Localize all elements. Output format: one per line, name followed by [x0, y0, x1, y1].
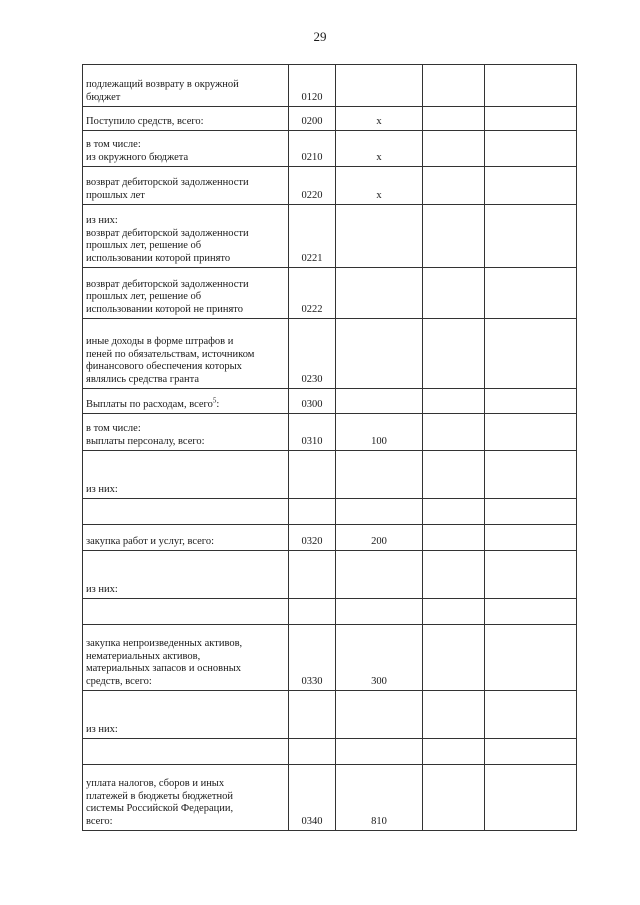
row-code-cell	[289, 739, 336, 765]
row-label-line: платежей в бюджеты бюджетной	[86, 790, 233, 802]
row-empty-cell	[485, 268, 577, 319]
row-label-line: уплата налогов, сборов и иных	[86, 778, 225, 789]
row-classifier-cell	[336, 551, 423, 599]
row-label-cell	[83, 65, 289, 107]
row-empty-cell	[423, 551, 485, 599]
row-label-line: иные доходы в форме штрафов и	[86, 336, 234, 347]
row-classifier-cell	[336, 739, 423, 765]
table-row	[83, 691, 577, 739]
row-empty-cell	[485, 525, 577, 551]
row-label-line: пеней по обязательствам, источником	[86, 348, 255, 360]
row-label-line: нематериальных активов,	[86, 650, 201, 662]
table-row	[83, 268, 577, 319]
row-empty-cell	[423, 65, 485, 107]
row-empty-cell	[485, 691, 577, 739]
row-label-line-wrap	[86, 396, 285, 412]
row-label-line: из них:	[86, 583, 118, 595]
row-label-line: закупка работ и услуг, всего:	[86, 535, 215, 547]
row-empty-cell	[423, 107, 485, 131]
row-code-cell	[289, 599, 336, 625]
row-label-line: из них:	[86, 215, 118, 226]
row-label-cell	[83, 268, 289, 319]
row-label-line: возврат дебиторской задолженности	[86, 227, 249, 239]
row-label-line: системы Российской Федерации,	[86, 803, 234, 814]
row-empty-cell	[485, 451, 577, 499]
row-classifier-cell	[336, 389, 423, 414]
row-code-cell	[289, 499, 336, 525]
row-label-cell	[83, 167, 289, 205]
row-empty-cell	[485, 551, 577, 599]
row-empty-cell	[423, 205, 485, 268]
row-empty-cell	[485, 765, 577, 831]
row-classifier-cell	[336, 205, 423, 268]
report-table	[82, 64, 577, 831]
row-classifier-cell: 200	[336, 525, 423, 551]
row-label-cell	[83, 765, 289, 831]
table-body	[83, 65, 577, 831]
table-row	[83, 131, 577, 167]
row-code-cell: 0310	[289, 414, 336, 451]
row-empty-cell	[423, 499, 485, 525]
row-code-cell: 0320	[289, 525, 336, 551]
row-empty-cell	[423, 451, 485, 499]
row-code-cell: 0221	[289, 205, 336, 268]
row-empty-cell	[485, 499, 577, 525]
row-label-line: из них:	[86, 723, 118, 735]
row-empty-cell	[423, 525, 485, 551]
row-label-cell	[83, 319, 289, 389]
row-classifier-cell: x	[336, 167, 423, 205]
row-code-cell	[289, 691, 336, 739]
row-label-line: Поступило средств, всего:	[86, 115, 204, 127]
row-empty-cell	[485, 414, 577, 451]
row-label-line: Выплаты по расходам, всего	[86, 398, 213, 410]
row-label-cell	[83, 625, 289, 691]
footnote-marker: 5	[212, 396, 217, 404]
row-label-line: являлись средства гранта	[86, 373, 199, 385]
row-empty-cell	[485, 65, 577, 107]
table-row	[83, 319, 577, 389]
table-row	[83, 599, 577, 625]
row-empty-cell	[423, 268, 485, 319]
row-classifier-cell	[336, 499, 423, 525]
row-label-line: прошлых лет	[86, 189, 145, 201]
row-code-cell: 0230	[289, 319, 336, 389]
row-classifier-cell: 300	[336, 625, 423, 691]
row-label-line: из них:	[86, 483, 118, 495]
row-label-line: закупка непроизведенных активов,	[86, 638, 243, 649]
table-row	[83, 65, 577, 107]
row-empty-cell	[485, 107, 577, 131]
row-label-suffix: :	[216, 398, 220, 410]
row-label-line: использовании которой принято	[86, 252, 231, 264]
row-code-cell: 0210	[289, 131, 336, 167]
row-empty-cell	[423, 319, 485, 389]
table-row	[83, 551, 577, 599]
row-label-line: подлежащий возврату в окружной	[86, 79, 239, 90]
row-empty-cell	[485, 167, 577, 205]
row-classifier-cell	[336, 691, 423, 739]
row-label-line: средств, всего:	[86, 675, 152, 687]
row-empty-cell	[485, 205, 577, 268]
table-row	[83, 389, 577, 414]
row-label-cell	[83, 131, 289, 167]
row-empty-cell	[485, 625, 577, 691]
row-label-line: материальных запасов и основных	[86, 663, 242, 674]
table-row	[83, 739, 577, 765]
table-row	[83, 414, 577, 451]
row-classifier-cell: 100	[336, 414, 423, 451]
row-code-cell: 0120	[289, 65, 336, 107]
row-empty-cell	[423, 691, 485, 739]
table-row	[83, 499, 577, 525]
row-classifier-cell	[336, 268, 423, 319]
row-empty-cell	[423, 131, 485, 167]
row-label-line: в том числе:	[86, 139, 141, 150]
row-code-cell: 0300	[289, 389, 336, 414]
table-row	[83, 625, 577, 691]
row-code-cell: 0330	[289, 625, 336, 691]
row-label-line: прошлых лет, решение об	[86, 240, 202, 251]
row-empty-cell	[423, 739, 485, 765]
row-label-cell	[83, 107, 289, 131]
row-classifier-cell: 810	[336, 765, 423, 831]
table-row	[83, 525, 577, 551]
row-label-line: использовании которой не принято	[86, 303, 244, 315]
row-classifier-cell	[336, 599, 423, 625]
row-label-cell	[83, 205, 289, 268]
row-label-line: прошлых лет, решение об	[86, 291, 202, 302]
row-empty-cell	[485, 131, 577, 167]
row-classifier-cell	[336, 65, 423, 107]
table-row	[83, 167, 577, 205]
row-label-line: в том числе:	[86, 423, 141, 434]
row-empty-cell	[423, 414, 485, 451]
row-label-line: выплаты персоналу, всего:	[86, 435, 205, 447]
row-empty-cell	[423, 389, 485, 414]
row-empty-cell	[423, 167, 485, 205]
row-code-cell: 0220	[289, 167, 336, 205]
row-empty-cell	[423, 625, 485, 691]
row-label-line: всего:	[86, 815, 113, 827]
row-label-cell	[83, 499, 289, 525]
page-number: 29	[313, 29, 327, 44]
row-label-cell	[83, 691, 289, 739]
row-empty-cell	[423, 599, 485, 625]
row-label-line: возврат дебиторской задолженности	[86, 177, 249, 188]
row-label-line: бюджет	[86, 91, 121, 103]
row-code-cell: 0340	[289, 765, 336, 831]
row-label-cell	[83, 551, 289, 599]
row-empty-cell	[485, 389, 577, 414]
row-empty-cell	[485, 739, 577, 765]
row-code-cell: 0200	[289, 107, 336, 131]
row-classifier-cell	[336, 451, 423, 499]
table-row	[83, 765, 577, 831]
row-classifier-cell: x	[336, 131, 423, 167]
row-label-cell	[83, 525, 289, 551]
row-label-cell	[83, 414, 289, 451]
table-row	[83, 451, 577, 499]
row-code-cell	[289, 451, 336, 499]
row-label-line: из окружного бюджета	[86, 151, 189, 163]
row-label-line: финансового обеспечения которых	[86, 361, 242, 372]
row-empty-cell	[423, 765, 485, 831]
row-label-line: возврат дебиторской задолженности	[86, 278, 249, 290]
row-label-cell	[83, 739, 289, 765]
row-label-cell	[83, 389, 289, 414]
row-code-cell: 0222	[289, 268, 336, 319]
table-row	[83, 205, 577, 268]
row-empty-cell	[485, 319, 577, 389]
row-classifier-cell	[336, 319, 423, 389]
row-code-cell	[289, 551, 336, 599]
row-empty-cell	[485, 599, 577, 625]
table-row	[83, 107, 577, 131]
row-classifier-cell: x	[336, 107, 423, 131]
row-label-cell	[83, 599, 289, 625]
row-label-cell	[83, 451, 289, 499]
